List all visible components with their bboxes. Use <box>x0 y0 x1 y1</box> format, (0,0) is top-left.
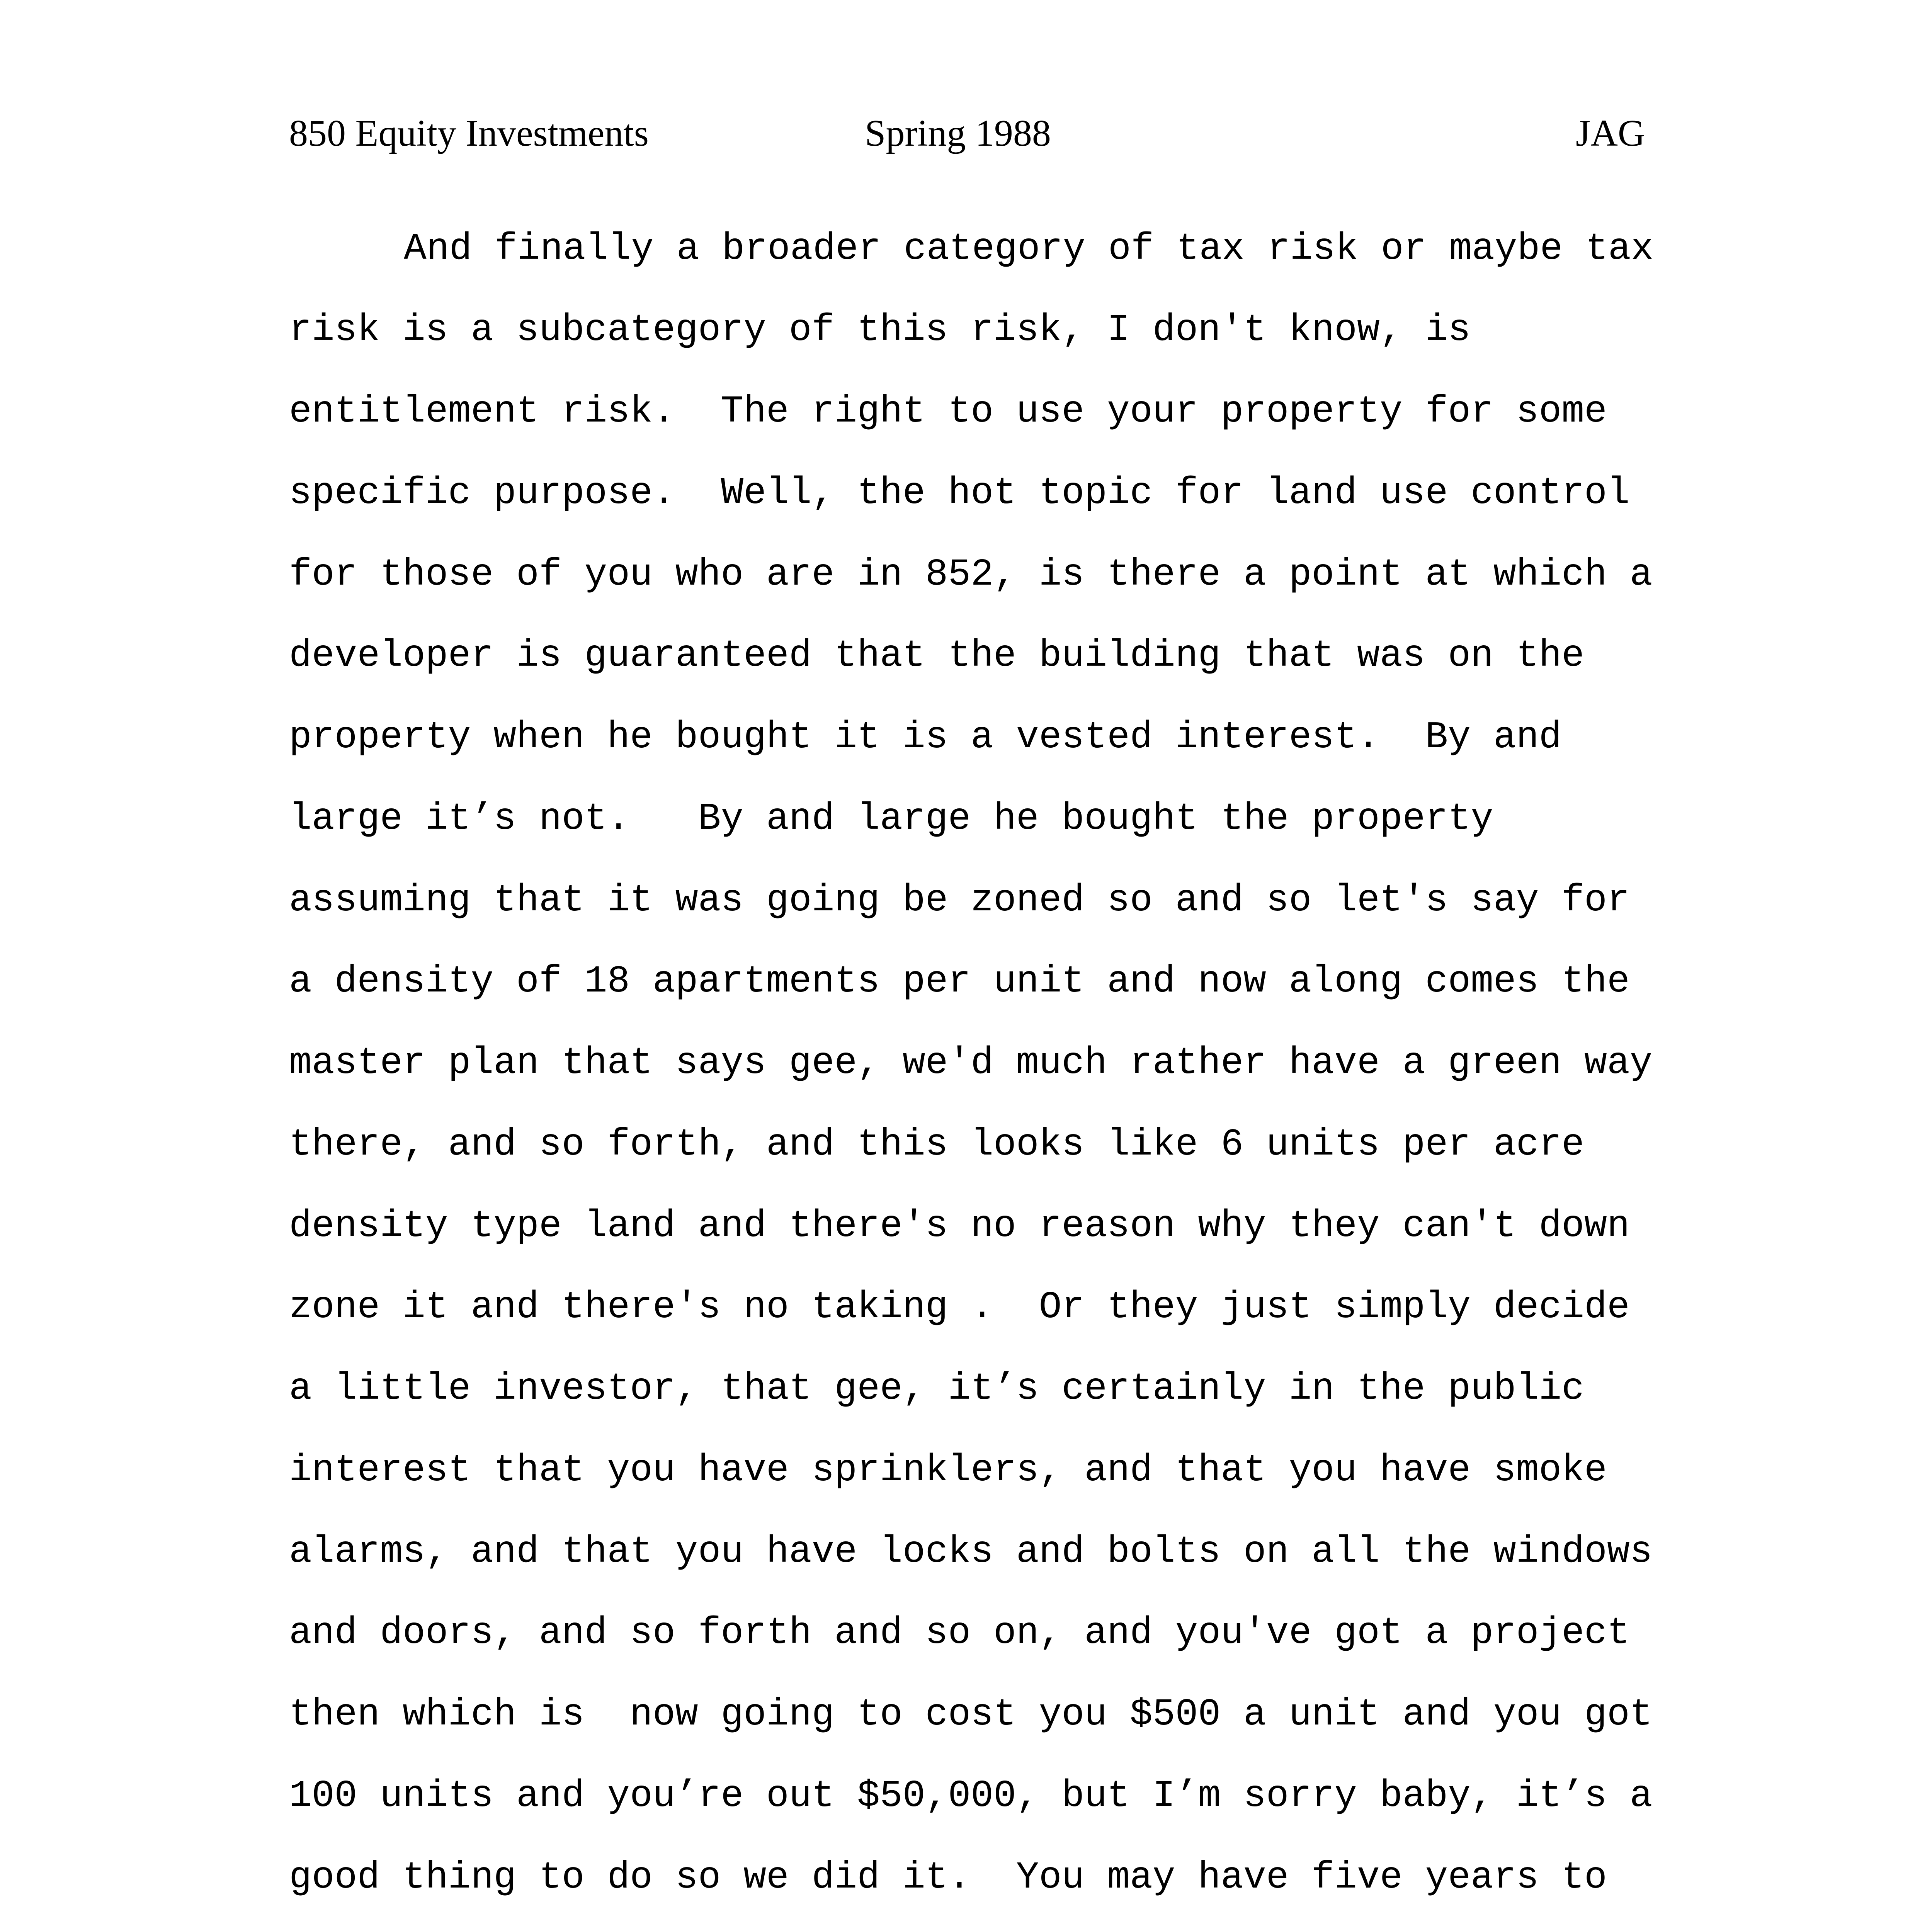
text-line: then which is now going to cost you $500 a unit and you got <box>289 1693 1653 1736</box>
text-line: alarms, and that you have locks and bolts on all the windows <box>289 1531 1653 1573</box>
text-line: risk is a subcategory of this risk, I don't know, is <box>289 309 1471 352</box>
text-line: there, and so forth, and this looks like 6 units per acre <box>289 1123 1585 1166</box>
header-course-title: 850 Equity Investments <box>289 112 649 154</box>
text-line: large it’s not. By and large he bought the property <box>289 798 1493 840</box>
text-line: master plan that says gee, we'd much rather have a green way <box>289 1042 1653 1085</box>
text-line: a density of 18 apartments per unit and now along comes the <box>289 960 1630 1003</box>
text-line: interest that you have sprinklers, and that you have smoke <box>289 1449 1607 1492</box>
text-line: and doors, and so forth and so on, and you've got a project <box>289 1612 1630 1655</box>
header-initials: JAG <box>1576 112 1645 154</box>
text-line: property when he bought it is a vested interest. By and <box>289 716 1562 759</box>
text-line: specific purpose. Well, the hot topic for land use control <box>289 472 1630 515</box>
text-line: And finally a broader category of tax risk or maybe tax <box>404 228 1654 270</box>
text-line: for those of you who are in 852, is there a point at which a <box>289 553 1653 596</box>
text-line: developer is guaranteed that the building that was on the <box>289 634 1585 677</box>
text-line: density type land and there's no reason why they can't down <box>289 1205 1630 1248</box>
text-line: entitlement risk. The right to use your property for some <box>289 390 1607 433</box>
text-line: zone it and there's no taking . Or they just simply decide <box>289 1286 1630 1329</box>
text-line: 100 units and you’re out $50,000, but I’m sorry baby, it’s a <box>289 1775 1653 1818</box>
header-term: Spring 1988 <box>865 112 1051 154</box>
text-line: good thing to do so we did it. You may have five years to <box>289 1856 1607 1899</box>
text-line: a little investor, that gee, it’s certainly in the public <box>289 1367 1585 1410</box>
text-line: assuming that it was going be zoned so and so let's say for <box>289 879 1630 922</box>
